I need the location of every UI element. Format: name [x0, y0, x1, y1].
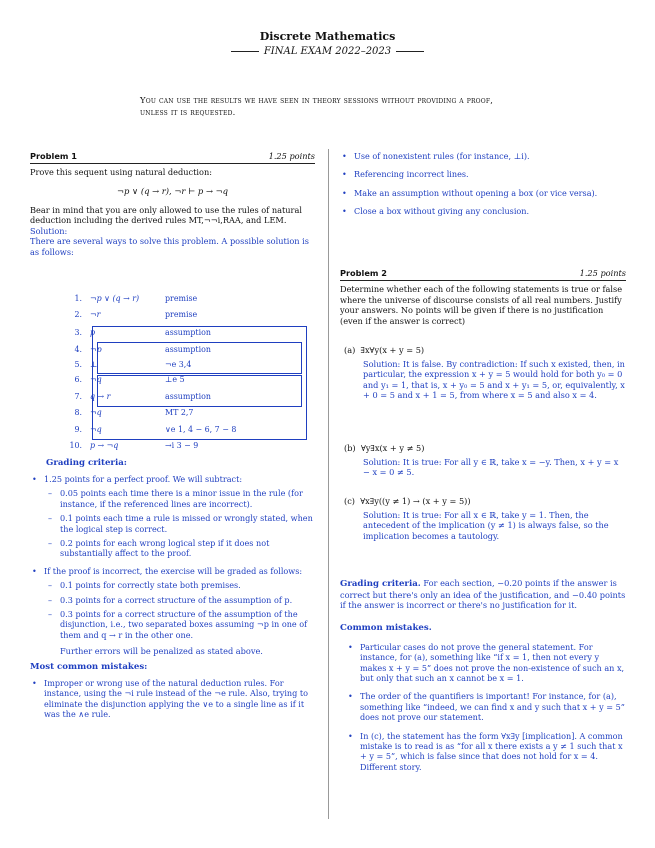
problem2-points: 1.25 points [579, 268, 626, 278]
problem1-further: Further errors will be penalized as stated above. [60, 646, 263, 657]
grading-subitem: – 0.3 points for a correct structure of the assumption of the disjunction, i.e., two separated boxes assuming ¬p in one of them and q → r in the other one. [44, 609, 320, 640]
mistake-item: • Improper or wrong use of the natural deduction rules. For instance, using the ¬i rule instead of the ¬e rule. Also, trying to eliminate the disjunction applying the ∨e to a single line as if it was the ∧e rule. [30, 678, 320, 720]
problem2-item-c [344, 496, 626, 541]
problem1-note: Bear in mind that you are only allowed to use the rules of natural deduction including the derived rules MT,¬¬i,RAA, and LEM. [30, 204, 302, 226]
item-solution: Solution: It is true: For all x ∈ ℝ, take y = 1. Then, the antecedent of the implication (y ≠ 1) is always false, so the implication becomes a tautology. [363, 509, 609, 541]
column-divider [328, 149, 329, 819]
item-solution: Solution: It is true: For all y ∈ ℝ, take x = −y. Then, x + y = x − x = 0 ≠ 5. [363, 456, 619, 478]
mistake-item: • The order of the quantifiers is important! For instance, for (a), something like “indeed, we can find x and y such that x + y = 5” does not prove our statement. [346, 691, 626, 722]
mistake-item: • Referencing incorrect lines. [340, 169, 626, 179]
item-label: (c) [344, 496, 355, 506]
item-statement: ∃x∀y(x + y = 5) [360, 345, 425, 355]
problem2-grading-text: For each section, −0.20 points if the answer is correct but there's only an idea of the justification, and −0.40 points if the answer is incorrect or there's no justification for it. [340, 578, 626, 611]
item-statement: ∀y∃x(x + y ≠ 5) [360, 443, 425, 453]
problem1-solution-intro: There are several ways to solve this problem. A possible solution is as follows: [30, 236, 309, 257]
item-label: (a) [344, 345, 356, 355]
exam-instructions: You can use the results we have seen in theory sessions without providing a proof, unless it is requested. [140, 95, 494, 117]
problem2-mistakes-title: Common mistakes. [340, 622, 432, 633]
grading-subitem: – 0.1 points for correctly state both premises. [44, 580, 320, 590]
problem1-points: 1.25 points [268, 151, 315, 161]
problem1-sequent: ¬p ∨ (q → r), ¬r ⊢ p → ¬q [116, 185, 229, 196]
problem1-grading [30, 458, 320, 720]
problem1-label: Problem 1 [30, 151, 77, 161]
problem2-statement: Determine whether each of the following statements is true or false where the universe of discourse consists of all real numbers. Justify your answers. No points will be given if there is no justification (even if the answer is correct) [340, 284, 623, 326]
problem1-mistakes-title: Most common mistakes: [30, 661, 148, 672]
grading-item: • If the proof is incorrect, the exercise will be graded as follows: – 0.1 points for correctly state both premises. – 0.3 points for a correct structure of the assumption of p. – 0.3 points for a correct structure of the assumption of the disjunction, i.e., two separated boxes assuming ¬p in one of them and q → r in the other one. [30, 566, 320, 640]
item-statement: ∀x∃y((y ≠ 1) → (x + y = 5)) [360, 496, 471, 506]
proof-table: 1. ¬p ∨ (q → r) premise 2. ¬r premise 3. p assumption 4. ¬p assumption 5. ⊥ ¬e 3,4 6. ¬q ⊥e 5 7. q → r assumption 8. ¬q MT 2,7 9. ¬q ∨e 1, 4 − 6, 7 − 8 10. p → ¬q →i 3 − 9 [52, 294, 312, 454]
mistake-item: • Close a box without giving any conclusion. [340, 206, 626, 216]
document-title: Discrete Mathematics [259, 30, 396, 43]
item-solution: Solution: It is false. By contradiction: If such x existed, then, in particular, the expression x + y = 5 would hold for both y₀ = 0 and y₁ = 1, that is, x + y₀ = 5 and x + y₁ = 5, or, equivalently, x + 0 = 5 and x + 1 = 5, from where x = 5 and also x = 4. [363, 358, 625, 401]
item-label: (b) [344, 443, 356, 453]
subtitle-rule-left [231, 51, 259, 52]
subtitle-rule-right [396, 51, 424, 52]
problem1-header-block [30, 151, 315, 258]
mistake-item: • Particular cases do not prove the general statement. For instance, for (a), something like “if x = 1, then not every y makes x + y = 5” does not prove the non-existence of such an x, but only that such an x cannot be x = 1. [346, 642, 626, 684]
grading-subitem: – 0.1 points each time a rule is missed or wrongly stated, when the logical step is correct. [44, 513, 320, 534]
grading-item: • 1.25 points for a perfect proof. We will subtract: – 0.05 points each time there is a minor issue in the rule (for instance, if the referenced lines are incorrect). – 0.1 points each time a rule is missed or wrongly stated, when the logical step is correct. – 0.2 points for each wrong logical step if it does not substantially affect to the proof. [30, 474, 320, 559]
proof-box-case2 [97, 375, 302, 407]
document-subtitle [0, 46, 655, 57]
problem2-grading [340, 578, 626, 772]
problem1-mistakes-continued [340, 151, 626, 217]
problem1-solution-label: Solution: [30, 225, 68, 236]
problem2-item-b [344, 443, 626, 478]
mistake-item: • Make an assumption without opening a box (or vice versa). [340, 188, 626, 198]
problem2-block [340, 268, 626, 326]
mistake-item: • In (c), the statement has the form ∀x∃y [implication]. A common mistake is to read is as “for all x there exists a y ≠ 1 such that x + y = 5”, which is false since that does not hold for x = 4. Different story. [346, 731, 626, 773]
problem2-grading-title: Grading criteria. [340, 579, 421, 589]
problem2-item-a [344, 345, 626, 401]
grading-subitem: – 0.2 points for each wrong logical step if it does not substantially affect to the proof. [44, 538, 320, 559]
problem1-header [30, 151, 315, 164]
mistake-item: • Use of nonexistent rules (for instance, ⊥i). [340, 151, 626, 161]
problem1-statement: Prove this sequent using natural deduction: [30, 167, 212, 177]
grading-subitem: – 0.05 points each time there is a minor issue in the rule (for instance, if the referenced lines are incorrect). [44, 488, 320, 509]
problem2-label: Problem 2 [340, 268, 387, 278]
problem2-header [340, 268, 626, 281]
grading-subitem: – 0.3 points for a correct structure of the assumption of p. [44, 595, 320, 605]
exam-label: FINAL EXAM 2022–2023 [263, 46, 392, 57]
problem1-grading-title: Grading criteria: [46, 458, 127, 468]
